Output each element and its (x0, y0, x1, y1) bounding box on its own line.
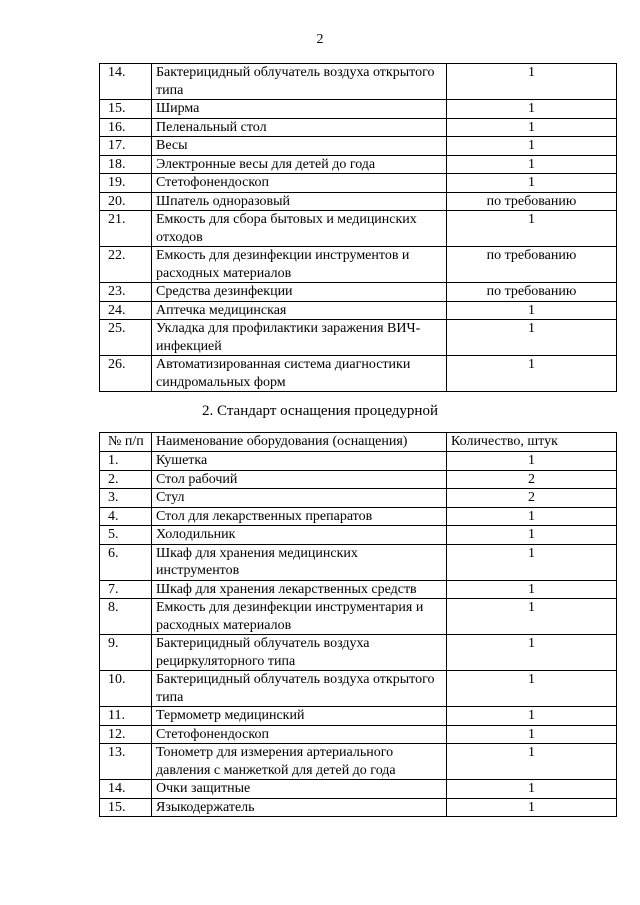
item-name: Тонометр для измерения артериального давления с манжеткой для детей до года (152, 744, 447, 780)
table-row (100, 247, 617, 283)
item-name: Бактерицидный облучатель воздуха рециркуляторного типа (152, 635, 447, 671)
item-name: Кушетка (152, 452, 447, 471)
table-row (100, 707, 617, 726)
item-name: Электронные весы для детей до года (152, 155, 447, 174)
row-number: 1. (100, 452, 152, 471)
item-name: Шкаф для хранения лекарственных средств (152, 580, 447, 599)
row-number: 11. (100, 707, 152, 726)
row-number: 10. (100, 671, 152, 707)
item-name: Стетофонендоскоп (152, 725, 447, 744)
row-number: 5. (100, 526, 152, 545)
item-quantity: 1 (447, 452, 617, 471)
row-number: 25. (100, 320, 152, 356)
table-row (100, 489, 617, 508)
header-qty: Количество, штук (447, 433, 617, 452)
table-row (100, 798, 617, 817)
table-row (100, 192, 617, 211)
item-quantity: 1 (447, 507, 617, 526)
item-name: Стул (152, 489, 447, 508)
row-number: 22. (100, 247, 152, 283)
item-quantity: 1 (447, 155, 617, 174)
item-name: Ширма (152, 100, 447, 119)
table-row (100, 526, 617, 545)
table-row (100, 599, 617, 635)
item-quantity: 2 (447, 470, 617, 489)
row-number: 19. (100, 174, 152, 193)
table-row (100, 725, 617, 744)
item-quantity: 1 (447, 635, 617, 671)
table-row (100, 744, 617, 780)
table-header-row (100, 433, 617, 452)
row-number: 15. (100, 798, 152, 817)
header-name: Наименование оборудования (оснащения) (152, 433, 447, 452)
row-number: 3. (100, 489, 152, 508)
item-quantity: 1 (447, 671, 617, 707)
table-row (100, 452, 617, 471)
item-name: Холодильник (152, 526, 447, 545)
row-number: 20. (100, 192, 152, 211)
item-name: Стетофонендоскоп (152, 174, 447, 193)
item-quantity: 1 (447, 301, 617, 320)
row-number: 7. (100, 580, 152, 599)
row-number: 26. (100, 356, 152, 392)
item-name: Укладка для профилактики заражения ВИЧ-инфекцией (152, 320, 447, 356)
item-name: Пеленальный стол (152, 118, 447, 137)
row-number: 23. (100, 283, 152, 302)
page-number: 2 (316, 32, 324, 47)
item-quantity: 2 (447, 489, 617, 508)
row-number: 13. (100, 744, 152, 780)
item-quantity: 1 (447, 707, 617, 726)
table-row (100, 635, 617, 671)
item-quantity: по требованию (447, 283, 617, 302)
item-name: Шкаф для хранения медицинских инструментов (152, 544, 447, 580)
table-row (100, 137, 617, 156)
item-name: Бактерицидный облучатель воздуха открытого типа (152, 671, 447, 707)
row-number: 21. (100, 211, 152, 247)
item-name: Весы (152, 137, 447, 156)
row-number: 2. (100, 470, 152, 489)
table-row (100, 580, 617, 599)
section-title: 2. Стандарт оснащения процедурной (202, 403, 438, 419)
item-name: Стол для лекарственных препаратов (152, 507, 447, 526)
table-row (100, 100, 617, 119)
item-name: Очки защитные (152, 780, 447, 799)
item-name: Термометр медицинский (152, 707, 447, 726)
item-quantity: по требованию (447, 192, 617, 211)
row-number: 24. (100, 301, 152, 320)
table-row (100, 320, 617, 356)
row-number: 18. (100, 155, 152, 174)
row-number: 8. (100, 599, 152, 635)
header-num: № п/п (100, 433, 152, 452)
item-name: Емкость для дезинфекции инструментов и расходных материалов (152, 247, 447, 283)
item-quantity: 1 (447, 725, 617, 744)
table-row (100, 780, 617, 799)
item-name: Средства дезинфекции (152, 283, 447, 302)
table-row (100, 174, 617, 193)
item-name: Бактерицидный облучатель воздуха открытого типа (152, 64, 447, 100)
item-quantity: 1 (447, 356, 617, 392)
item-quantity: 1 (447, 744, 617, 780)
item-quantity: 1 (447, 580, 617, 599)
row-number: 16. (100, 118, 152, 137)
table-row (100, 211, 617, 247)
item-quantity: 1 (447, 320, 617, 356)
row-number: 12. (100, 725, 152, 744)
procedure-room-equipment-table (99, 432, 617, 817)
row-number: 9. (100, 635, 152, 671)
item-quantity: по требованию (447, 247, 617, 283)
row-number: 17. (100, 137, 152, 156)
item-quantity: 1 (447, 174, 617, 193)
row-number: 4. (100, 507, 152, 526)
item-quantity: 1 (447, 526, 617, 545)
item-quantity: 1 (447, 137, 617, 156)
table-row (100, 671, 617, 707)
table-row (100, 155, 617, 174)
item-quantity: 1 (447, 780, 617, 799)
table-row (100, 544, 617, 580)
item-quantity: 1 (447, 64, 617, 100)
item-quantity: 1 (447, 118, 617, 137)
item-name: Аптечка медицинская (152, 301, 447, 320)
table-row (100, 283, 617, 302)
item-quantity: 1 (447, 798, 617, 817)
item-name: Языкодержатель (152, 798, 447, 817)
item-quantity: 1 (447, 211, 617, 247)
table-row (100, 356, 617, 392)
table-row (100, 118, 617, 137)
row-number: 14. (100, 64, 152, 100)
row-number: 6. (100, 544, 152, 580)
table-row (100, 507, 617, 526)
equipment-table-continued (99, 63, 617, 392)
item-quantity: 1 (447, 544, 617, 580)
item-name: Емкость для сбора бытовых и медицинских отходов (152, 211, 447, 247)
row-number: 14. (100, 780, 152, 799)
table-row (100, 301, 617, 320)
item-name: Шпатель одноразовый (152, 192, 447, 211)
row-number: 15. (100, 100, 152, 119)
item-quantity: 1 (447, 599, 617, 635)
item-quantity: 1 (447, 100, 617, 119)
item-name: Емкость для дезинфекции инструментария и расходных материалов (152, 599, 447, 635)
table-row (100, 470, 617, 489)
item-name: Автоматизированная система диагностики синдромальных форм (152, 356, 447, 392)
item-name: Стол рабочий (152, 470, 447, 489)
table-row (100, 64, 617, 100)
